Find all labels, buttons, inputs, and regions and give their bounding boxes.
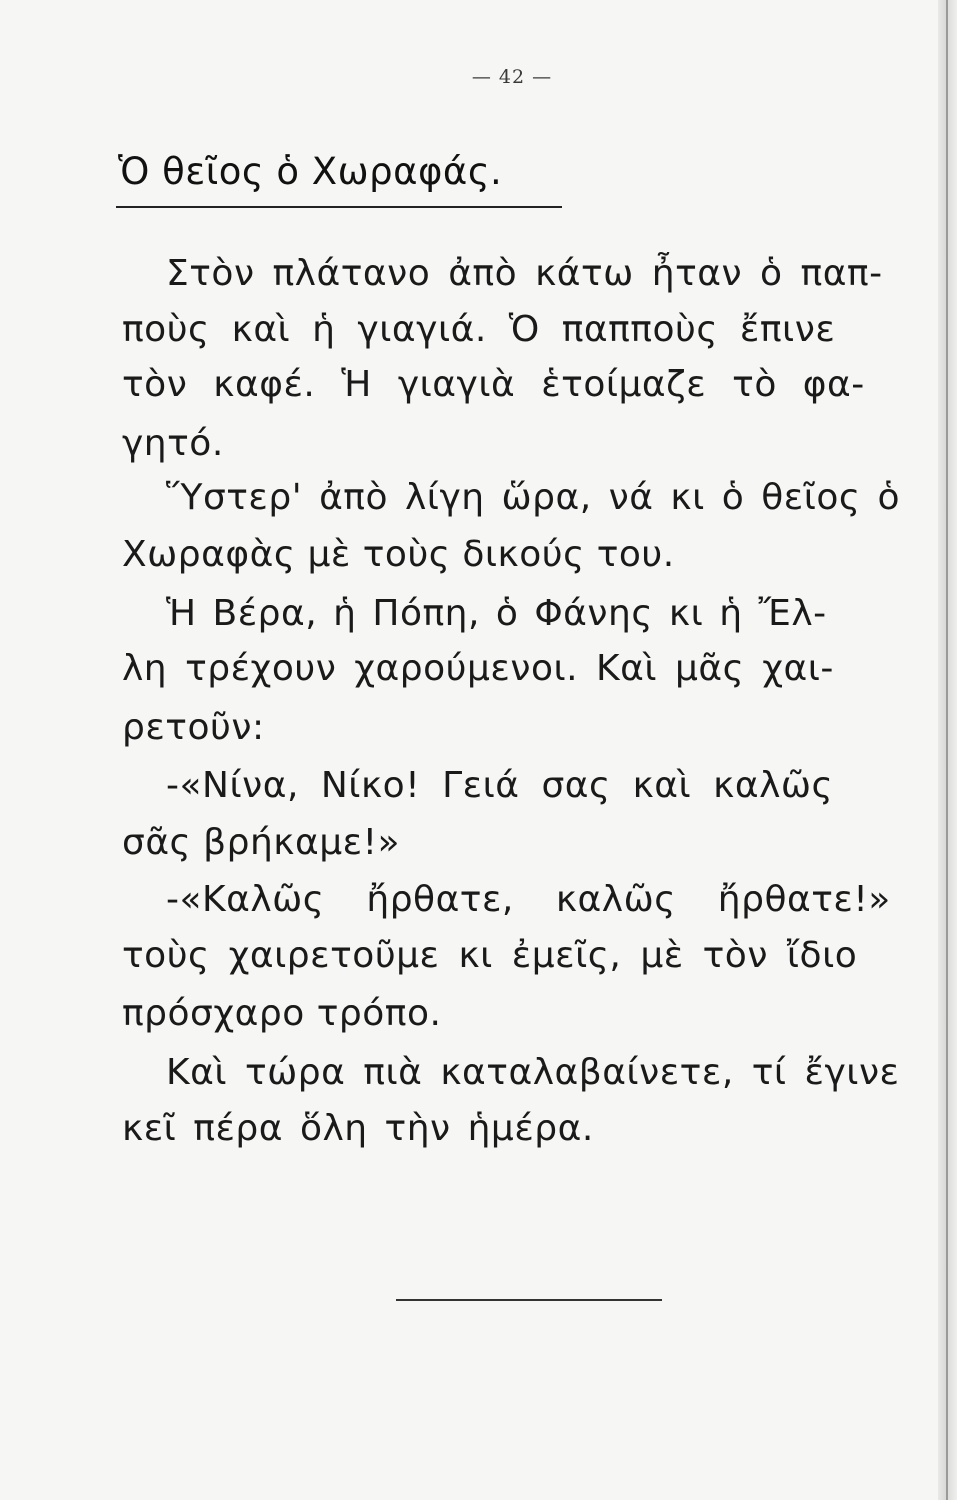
- text-line: -«Νίνα, Νίκο! Γειά σας καὶ καλῶς: [166, 765, 834, 806]
- text-line: σᾶς βρήκαμε!»: [122, 822, 401, 863]
- title-underline: [116, 206, 562, 208]
- section-end-rule: [396, 1299, 662, 1301]
- text-line: Ὕστερ' ἀπὸ λίγη ὥρα, νά κι ὁ θεῖος ὁ: [166, 477, 901, 518]
- text-line: Ἡ Βέρα, ἡ Πόπη, ὁ Φάνης κι ἡ Ἔλ-: [166, 593, 827, 634]
- text-line: Στὸν πλάτανο ἀπὸ κάτω ἦταν ὁ παπ-: [166, 253, 883, 294]
- text-line: πρόσχαρο τρόπο.: [122, 993, 442, 1034]
- text-line: ρετοῦν:: [122, 707, 265, 748]
- text-line: Χωραφὰς μὲ τοὺς δικούς του.: [122, 534, 675, 575]
- chapter-title: Ὁ θεῖος ὁ Χωραφάς.: [118, 150, 503, 193]
- page-number: — 42 —: [471, 66, 553, 88]
- text-line: κεῖ πέρα ὅλη τὴν ἡμέρα.: [122, 1108, 594, 1149]
- text-line: γητό.: [122, 423, 224, 464]
- text-line: ποὺς καὶ ἡ γιαγιά. Ὁ παπποὺς ἔπινε: [122, 309, 836, 350]
- text-line: λη τρέχουν χαρούμενοι. Καὶ μᾶς χαι-: [122, 648, 834, 689]
- page-edge-line: [946, 0, 948, 1500]
- text-line: -«Καλῶς ἤρθατε, καλῶς ἤρθατε!»: [166, 879, 891, 920]
- text-line: τοὺς χαιρετοῦμε κι ἐμεῖς, μὲ τὸν ἴδιο: [122, 935, 858, 976]
- text-line: τὸν καφέ. Ἡ γιαγιὰ ἑτοίμαζε τὸ φα-: [122, 364, 865, 405]
- text-line: Καὶ τώρα πιὰ καταλαβαίνετε, τί ἔγινε: [166, 1052, 900, 1093]
